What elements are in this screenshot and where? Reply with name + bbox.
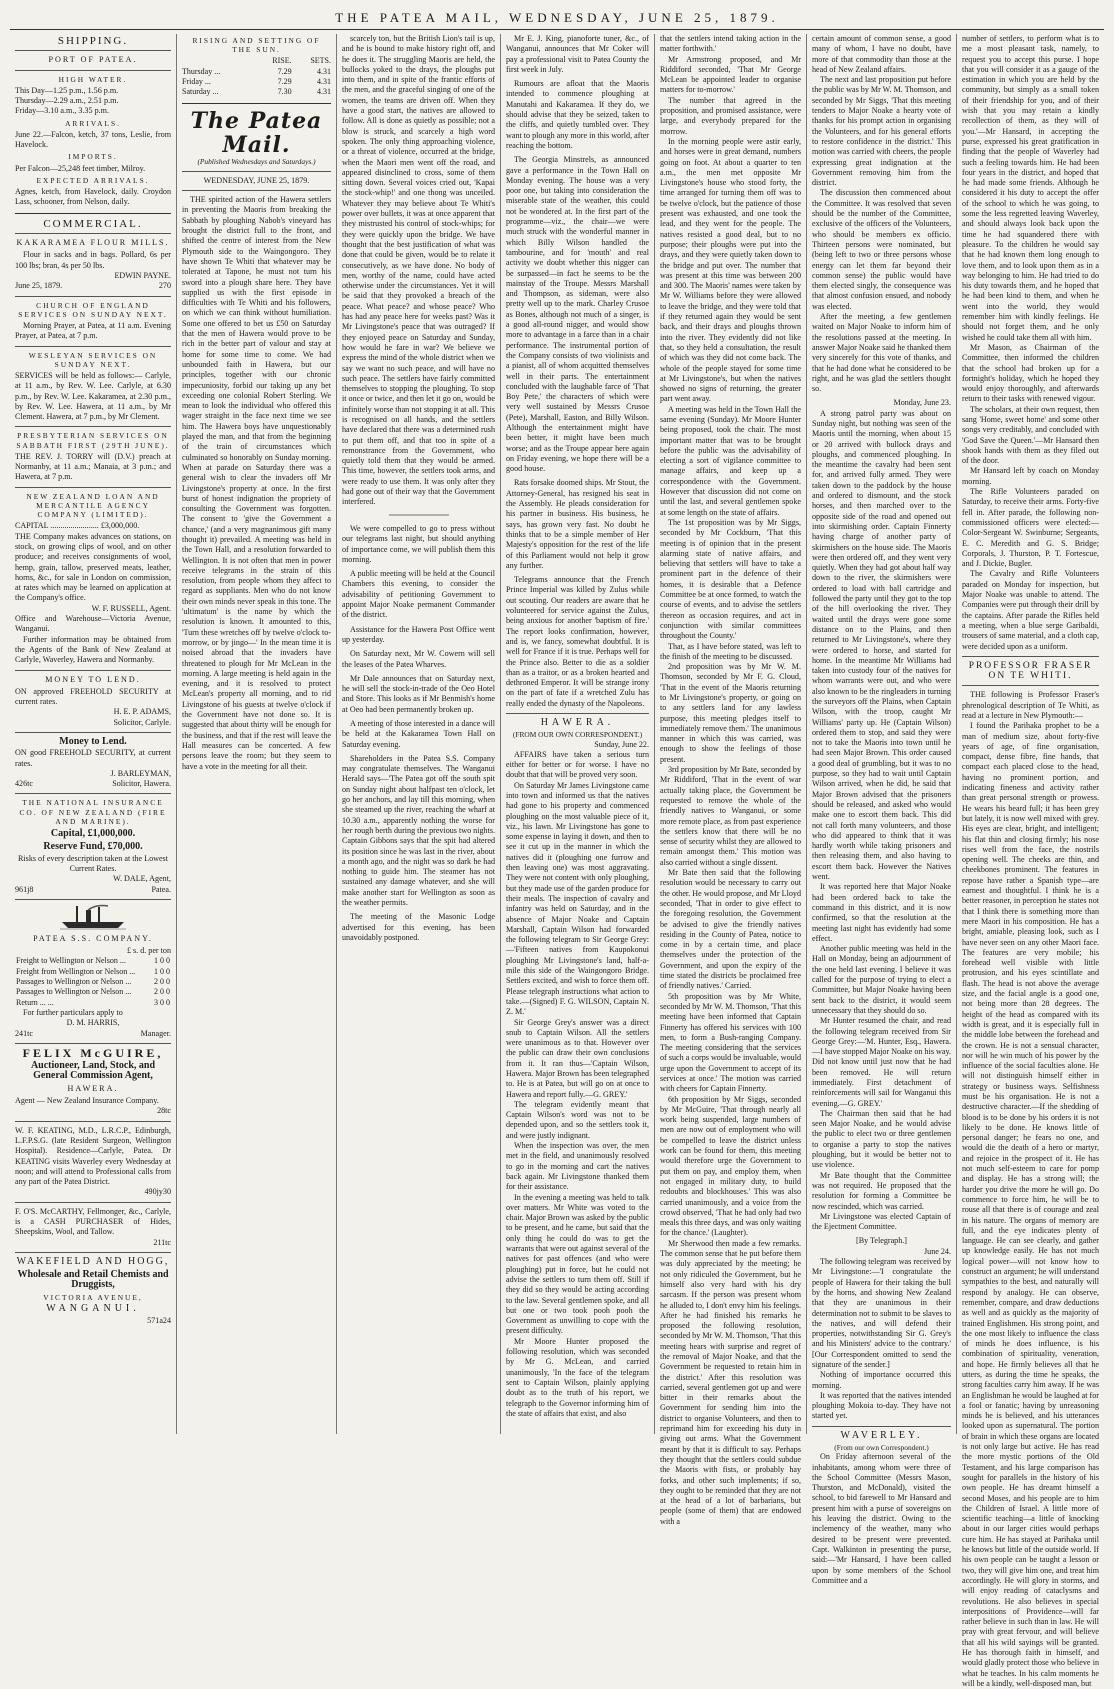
church-text: Morning Prayer, at Patea, at 11 a.m. Evening Prayer, at Patea, at 7 p.m. xyxy=(15,320,171,341)
patea-ss-heading: PATEA S.S. COMPANY. xyxy=(33,933,153,943)
news-paragraph: A meeting of those interested in a dance will be held at the Kakaramea Town Hall on Saturday evening. xyxy=(342,719,495,749)
presbyterian-text: THE REV. J. TORRY will (D.V.) preach at Normanby, at 11 a.m.; Manaia, at 3 p.m.; and Hawera, at 7 p.m. xyxy=(15,451,171,482)
professor-heading: PROFESSOR FRASER ON TE WHITI. xyxy=(968,660,1093,682)
mccarthy-text: F. O'S. McCARTHY, Fellmonger, &c., Carlyle, is a CASH PURCHASER of Hides, Sheepskins, Wool, and Tallow. xyxy=(15,1206,171,1237)
table-header-row xyxy=(182,56,331,66)
wakefield-heading: WAKEFIELD AND HOGG, xyxy=(16,1255,170,1267)
nz-loan-text: THE Company makes advances on stations, on stock, on growing clips of wool, and on other produce; and receives consignments of wool, hemp, grain, tallow, preserved meats, leather, horns, &c., for sale in London on commission, at rates which may be learned on application at the Company's office. xyxy=(15,531,171,603)
hawera-paragraph: 2nd proposition was by Mr W. M. Thomson, seconded by Mr F. G. Cloud, 'That in the event of the Maoris returning to Mr Livingstone's property, or going on to any settlers land for any lawless purpose, this meeting pledges itself to immediately remove them.' The unanimous manner in which this was carried, was enough to show the feelings of those present. xyxy=(660,662,801,764)
table-row xyxy=(15,998,171,1008)
hawera-paragraph: The telegram evidently meant that Captain Wilson's word was not to be depended upon, and so the settlers took it, and were justly indignant. xyxy=(506,1099,649,1140)
nz-loan-signature: W. F. RUSSELL, Agent. xyxy=(91,603,171,613)
table-row xyxy=(182,77,331,87)
telegraph-date: June 24. xyxy=(924,1246,951,1256)
arrivals-text: June 22.—Falcon, ketch, 37 tons, Leslie, from Havelock. xyxy=(15,129,171,150)
column-4 xyxy=(500,34,654,1434)
column-1 xyxy=(10,34,176,1434)
felix-agent: Agent — New Zealand Insurance Company. xyxy=(15,1096,159,1106)
waverley-paragraph: The Cavalry and Rifle Volunteers paraded on Monday for inspection, but Major Noake was unable to attend. The Companies were put through their drill by the captains. After parade the Rifles held a meeting, when a blue serge Garibaldi, trousers of same material, and a cloth cap, were decided upon as a uniform. xyxy=(962,569,1099,651)
hawera-date: Sunday, June 22. xyxy=(594,739,649,749)
imports-text: Per Falcon—25,248 feet timber, Milroy. xyxy=(15,163,146,173)
column-5 xyxy=(654,34,806,1526)
money2-heading: Money to Lend. xyxy=(59,736,127,747)
steamship-icon xyxy=(15,904,171,930)
news-paragraph: Rats forsake doomed ships. Mr Stout, the Attorney-General, has resigned his seat in the Assembly. He pleads consideration for his partner in business. His business, he says, has grown very fast. No doubt he thinks that to be a simple member of Her Majesty's opposition for the rest of the life of this Parliament would not help it grow any further. xyxy=(506,478,649,570)
sun-sets: 4.31 xyxy=(317,87,331,97)
hawera-paragraph: 6th proposition by Mr Siggs, seconded by Mr McGuire, 'That through nearly all work being suspended, large numbers of men are now out of employment who will be compelled to leave the district unless work can be found for them, this meeting would therefore urge the Government to put them on pay, and employ them, when not engaged in military duty, to build redoubts and blockhouses.' This was also carried unanimously, and a voice from the crowd observed, 'That he had only had two meals this three days, and was only waiting for the chance.' (Laughter). xyxy=(660,1094,801,1238)
issue-date: WEDNESDAY, JUNE 25, 1879. xyxy=(203,175,310,185)
sun-day: Saturday ... xyxy=(182,87,219,97)
patea-ss-title: Manager. xyxy=(140,1028,171,1038)
high-water-line: Thursday—2.29 a.m., 2.51 p.m. xyxy=(15,96,119,106)
hawera-paragraph: The next and last proposition put before the public was by Mr W. M. Thomson, and seconded by Mr Siggs, 'That this meeting tenders to Major Noake a hearty vote of thanks for his prompt action in organising the Volunteers, and for his general efforts to restore confidence in the district.' This motion was carried with cheers, the people expressing great indignation at the Government removing him from the district. xyxy=(812,75,952,188)
keating-text: W. F. KEATING, M.D., L.R.C.P., Edinburgh, L.F.P.S.G. (late Resident Surgeon, Wellington Hospital). Residence—Carlyle, Patea. Dr KEATING visits Waverley every Wednesday at noon; and will attend to Professional calls from any part of the Patea District. xyxy=(15,1125,171,1187)
waverley-subheading: (From our own Correspondent.) xyxy=(834,1443,929,1453)
money-heading: MONEY TO LEND. xyxy=(45,674,141,684)
hawera-paragraph: certain amount of common sense, a good many of whom, I have no doubt, have more of that commodity than those at the head of New Zealand affairs. xyxy=(812,34,951,74)
telegraph-paragraph: The following telegram was received by Mr Livingstone:—'I congratulate the people of Hawera for their taking the bull by the horns, and showing New Zealand that they are unanimous in their determination not to submit to be slaves to the natives, and will defend their properties, notwithstanding Sir G. Grey's and his Ministers' advice to the contrary.' [Our Correspondent omitted to send the signature of the sender.] xyxy=(812,1257,951,1369)
money-signature-title: Solicitor, Carlyle. xyxy=(113,717,171,727)
freight-value: 1 0 0 xyxy=(154,956,170,966)
shipping-heading: SHIPPING. xyxy=(57,35,129,47)
hawera-paragraph: Mr Moore Hunter proposed the following resolution, which was seconded by Mr G. McLean, and carried unanimously, 'In the face of the telegram sent to Captain Wilson, plainly applying doubt as to the truth of his report, we telegraph to the Governor informing him of the state of affairs that exist, and also xyxy=(506,1336,649,1418)
insurance-heading: THE NATIONAL INSURANCE CO. OF NEW ZEALAND (FIRE AND MARINE). xyxy=(19,798,167,826)
news-paragraph: Rumours are afloat that the Maoris intended to commence ploughing at Manutahi and Kakaramea. If they do, we should advise that they be seized, taken to the cliffs, and quietly tumbled over. They want to plough any more in this world, after reaching the bottom. xyxy=(506,79,649,150)
hawera-paragraph: That, as I have before stated, was left to the finish of the meeting to be discussed. xyxy=(660,641,801,661)
hawera-paragraph: A strong patrol party was about on Sunday night, but nothing was seen of the Maoris until the morning, when about 15 or 20 arrived with bullock drays and ploughs, and commenced ploughing. In the meantime the cavalry had been sent for, and arrived fully armed. They were taken down to the paddock by the house and ordered to dismount, and the stock horses, and then marched over to the opposite side of the road and opened out into skirmishing order. Captain Finnerty having charge of another party of skirmishers on the house side. The Maoris were then ordered off, and they went very quietly. When they had got about half way down to the river, the skirmishers were ordered to load with ball cartridge and followed the party until they got to the top of the hill overlooking the river. They waited until the drays were gone some distance on to the Plains, and then returned to Mr Livingstone's, where they were ordered to horse, and started for home. In the meantime Mr Williams had taken into custody four of the natives for whom warrants were out, and who were also known to be the ringleaders in turning the surveyors off the Plains, when Captain Wilson, with the troop, caught Mr Williams' party up. He (Captain Wilson) ordered them to stop, and said they were not to take the Maoris into town until he had seen Major Brown. This order caused a good deal of grumbling, but it was to no purpose, so they had to wait until Captain Wilson arrived, when he did, he said that Major Brown advised that the prisoners should be released, and asked who would make one to escort them back. This did not call forth many volunteers, and those who did appeared to think that it was hardly worth while taking prisoners and then releasing them, and also having to escort them back. However the Natives went. xyxy=(812,408,951,882)
monday-date: Monday, June 23. xyxy=(893,398,951,408)
insurance-signature: W. DALE, Agent, xyxy=(113,874,171,884)
hawera-paragraph: Mr Livingstone was elected Captain of the Ejectment Committee. xyxy=(812,1211,951,1232)
insurance-text: Risks of every description taken at the Lowest Current Rates. xyxy=(18,853,168,873)
column-7 xyxy=(956,34,1104,1688)
hawera-paragraph: The number that agreed in the proposition, and promised assistance, were large, and everybody prepared for the morrow. xyxy=(660,95,801,136)
keating-number: 490jy30 xyxy=(144,1187,171,1197)
table-row xyxy=(15,956,171,966)
table-row xyxy=(15,977,171,987)
patea-ss-signature: D. M. HARRIS, xyxy=(66,1018,120,1028)
sun-heading: RISING AND SETTING OF THE SUN. xyxy=(192,36,321,55)
sun-sets: 4.31 xyxy=(317,77,331,86)
freight-label: Freight from Wellington or Nelson ... xyxy=(16,966,136,976)
column-6 xyxy=(806,34,956,1585)
wakefield-place: VICTORIA AVENUE, xyxy=(43,1292,143,1302)
divider-rule xyxy=(342,511,495,521)
felix-heading: FELIX McGUIRE, xyxy=(22,1045,164,1060)
news-paragraph: The Georgia Minstrels, as announced gave a performance in the Town Hall on Monday evening. The house was a very poor one, but taking into consideration the miserable state of the weather, this could not be wondered at. In the first part of the programme—viz., the chair—we were much struck with the wonderful manner in which Billy Wilson handled the tambourine, and for 'mouth' and real activity we doubt whether this nigger can be surpassed—in fact he seems to be the mainstay of the Troupe. Messrs Marshall and Thompson, as sideman, were also pretty well up to the mark. Charley Crusoe as Bones, although not much of a singer, is a good all-round nigger, and would show more to advantage in a farce than in a chair performance. The instrumental portion of the Company consists of two violinists and a pianist, all of whom acquitted themselves well in their parts. The entertainment concluded with the laughable farce of 'That Boy Pete,' the characters of which were very well sustained by Messrs Crusoe (Pete), Marshall, Easton, and Billy Wilson. Although the entertainment might have been better, it might have been much worse; and as the Troupe appear here again on Friday evening, we hope there will be a good house. xyxy=(506,155,649,474)
hawera-paragraph: Another public meeting was held in the Hall on Monday, being an adjournment of the one held last evening. I believe it was called for the purpose of trying to elect a Committee, but Major Noake having been sent back to the district, it would seem unnecessary that they should do so. xyxy=(812,944,951,1015)
freight-label: Passages to Wellington or Nelson ... xyxy=(16,977,132,987)
news-paragraph: Shareholders in the Patea S.S. Company may congratulate themselves. The Wanganui Herald says—'The Patea got off the south spit on Sunday night about halfpast ten o'clock, let go her anchors, and lay till this morning, when she steamed up the river, reaching the wharf at 10.30 a.m., apparently nothing the worse for her rough berth during the previous two nights. Captain Gibbons says that the spit had altered its position since he was last in the river, about a month ago, and the night was so dark he had nothing to guide him. The steamer has not sustained any damage whatever, and she will make another start for Wellington as soon as the weather permits. xyxy=(342,753,495,908)
freight-label: Passages to Wellington or Nelson ... xyxy=(16,987,132,997)
waverley-paragraph: number of settlers, to perform what is to me a most pleasant task, namely, to request you to accept this purse. I hope that you will consider it as a gauge of the estimation in which you are held by the community, but simply as a small token of their friendship for you, and of their wish that you may retain a kindly recollection of them, as they will of you.'—Mr Hansard, in accepting the purse, expressed his great gratification in finding that the people of Waverley had such a feeling towards him. He had been four years in the district, and hoped that he had made some friends. Although he considered it his duty to accept the offer of the school to which he was going, to some the less regretted leaving Waverley, and should always look back upon the time he had squandered there with pleasure. To the children he would say that he had known them long enough to love them, and to look upon them as in a way belonging to him. He had tried to do his duty towards them, and he hoped that he had been kind to them, and when he went into the world, they would remember him with kindly feelings. He should not forget them, and he only wished he could take them all with him. xyxy=(962,34,1099,342)
freight-value: 2 0 0 xyxy=(154,977,170,987)
freight-value: 3 0 0 xyxy=(154,997,170,1007)
hawera-paragraph: It was reported here that Major Noake had been ordered back to take the command in this district, and it is now confirmed, so that the resolution at the meeting last night has evidently had some effect. xyxy=(812,882,951,943)
hawera-paragraph: Mr Armstrong proposed, and Mr Riddiford seconded, 'That Mr George McLean be appointed leader to organise matters for to-morrow.' xyxy=(660,54,801,95)
hawera-paragraph: The Chairman then said that he had seen Major Noake, and he would advise the public to elect two or three gentlemen to organise a party to stop the natives ploughing, but it would be better not to use violence. xyxy=(812,1108,951,1170)
kakaramea-date: June 25, 1879. xyxy=(15,281,63,291)
waverley-paragraph: Mr Mason, as Chairman of the Committee, then informed the children that the school had broken up for a fortnight's holiday, which he hoped they would enjoy thoroughly, and afterwards return to their tasks with renewed vigour. xyxy=(962,342,1099,404)
wesleyan-text: SERVICES will be held as follows:— Carlyle, at 11 a.m., by Rev. W. Lee. Carlyle, at 6.30 p.m., by Rev. W. Lee. Kakaramea, at 2.30 p.m., by Rev. W. Lee. Hawera, at 11 a.m., by Mr Clement. Hawera, at 7 p.m., by Mr Clement. xyxy=(15,370,171,422)
hawera-paragraph: On Saturday Mr James Livingstone came into town and informed us that the natives had gone to his property and commenced ploughing on the most valuable piece of it, viz., his lawn. Mr Livingstone has gone to some expense in laying it down, and then to see it cut up in the manner in which the natives did it (ploughing one furrow and then leaving one) was most aggravating. They were not content with only ploughing, but they made use of the garden produce for their meals. The inspection of cavalry and infantry was held on Saturday, and in the absence of Major Noake and Captain Marshall, Captain Wilson had forwarded the following telegram to Sir George Grey:—'Fifteen natives from Kaupokonui ploughing Mr Livingstone's land, half-a-mile this side of the Waingongoro Bridge. Settlers excited, and wish to force them off. Please telegraph instructions what action to take.—(Signed) F. G. WILSON, Captain N. Z. M.' xyxy=(506,780,649,1017)
felix-place: HAWERA. xyxy=(67,1083,119,1093)
insurance-number: 961j8 xyxy=(15,884,34,894)
newspaper-subtitle: (Published Wednesdays and Saturdays.) xyxy=(197,156,316,166)
hawera-paragraph: In the morning people were astir early, and horses were in great demand, numbers going on foot. At about a quarter to ten a.m., the men met opposite Mr Livingstone's house who stood forty, the time arranged for turning them off was to be twelve o'clock, but the patience of those present was exhausted, and one took the lead, and they went for the people. The natives resisted a good deal, but to no purpose; their ploughs were put into the drays, and they were quietly taken down to the bridge and put over. The number that was present at this time was between 200 and 300. The Maoris' names were taken by Mr W. Williams before they were allowed to leave the bridge, and they were told that if they returned again they would be sent back, and their drays and ploughs thrown into the river. They evidently did not like that, so they held a consultation, the result of which was they did not come back. The whole of the people stayed for some time at Mr Livingstone's, but when the natives showed no signs of returning, the greater part went away. xyxy=(660,136,801,404)
patea-ss-number: 241tc xyxy=(15,1028,33,1038)
sun-column-sets: SETS. xyxy=(310,56,331,66)
table-row xyxy=(15,987,171,997)
column-2 xyxy=(176,34,336,1434)
freight-table xyxy=(15,956,171,1007)
port-heading: PORT OF PATEA. xyxy=(48,55,138,65)
sun-column-rise: RISE. xyxy=(272,56,292,66)
kakaramea-text: Flour in sacks and in bags. Pollard, 6s per 100 lbs; bran, 4s per 50 lbs. xyxy=(15,250,171,270)
sun-sets: 4.31 xyxy=(317,66,331,76)
sun-day: Thursday ... xyxy=(182,66,221,76)
masthead: THE PATEA MAIL, WEDNESDAY, JUNE 25, 1879. xyxy=(10,10,1104,30)
table-row xyxy=(182,87,331,97)
hawera-paragraph: Mr Bate thought that the Committee was not required. He proposed that the resolution for forming a Committee be now rescinded, which was carried. xyxy=(812,1170,951,1211)
news-paragraph: We were compelled to go to press without our telegrams last night, but should anything of importance come, we will publish them this morning. xyxy=(342,523,495,564)
hawera-paragraph: In the evening a meeting was held to talk over matters. Mr White was voted to the chair. Major Brown was asked by the public to be present, and he came, but said that the only thing he could do was to get the warrants that were out against several of the natives for past offences (and who were ploughing) put in force, but he could not advise the settlers to turn them off. Still if they did so they would be acting according to the law. Several gentlemen spoke, and all but one or two took pooh pooh the Government as unwilling to cope with the present difficulty. xyxy=(506,1192,649,1336)
hawera-paragraph: that the settlers intend taking action in the matter forthwith.' xyxy=(660,34,801,54)
waverley-paragraph: On Friday afternoon several of the inhabitants, among whom were three of the School Committee (Messrs Mason, Thurston, and McDonald), visited the school, to bid farewell to Mr Hansard and present him with a purse of sovereigns on his leaving the district. Owing to the inclemency of the weather, many who desired to be present were prevented. Capt. Walkinton in presenting the purse, said:—'Mr Hansard, I have been called upon by some members of the School Committee and a xyxy=(812,1452,951,1585)
kakaramea-heading: KAKARAMEA FLOUR MILLS. xyxy=(16,238,170,248)
patea-ss-text: For further particulars apply to xyxy=(23,1007,123,1017)
news-paragraph: The meeting of the Masonic Lodge advertised for this evening, has been unavoidably postponed. xyxy=(342,912,495,942)
money2-text: ON good FREEHOLD SECURITY, at current rates. xyxy=(15,748,171,768)
expected-text: Agnes, ketch, from Havelock, daily. Croydon Lass, schooner, from Nelson, daily. xyxy=(15,187,171,207)
hawera-heading: HAWERA. xyxy=(540,717,615,728)
hawera-paragraph: 3rd proposition by Mr Bate, seconded by Mr Riddiford, 'That in the event of war actually taking place, the Government be requested to remove the whole of the friendly natives to Wanganui, or some more remote place, as from past experience the settlers know that there will be no sense of security whilst they are allowed to remain amongst them.' This motion was also carried without a single dissent. xyxy=(660,765,801,867)
high-water-heading: HIGH WATER. xyxy=(58,74,128,84)
mccarthy-number: 211tc xyxy=(153,1237,171,1247)
news-paragraph: On Saturday next, Mr W. Cowern will sell the leases of the Patea Wharves. xyxy=(342,649,495,669)
hawera-paragraph: Mr Hunter resumed the chair, and read the following telegram received from Sir George Grey:—'M. Hunter, Esq., Hawera.—I have stopped Major Noake on his way. Did not know until just now that he had been removed. He will return immediately. First detachment of reinforcements will sail for Wanganui this evening.—G. GREY.' xyxy=(812,1016,951,1108)
waverley-paragraph: Mr Hansard left by coach on Monday morning. xyxy=(962,466,1099,486)
columns xyxy=(10,34,1104,1688)
imports-heading: IMPORTS. xyxy=(68,152,118,162)
hawera-paragraph: A meeting was held in the Town Hall the same evening (Sunday). Mr Moore Hunter being proposed, took the chair. The most important matter that was to be brought before the public was the advisability of electing a sort of vigilance committee to manage affairs, and keep up a correspondence with the Government. However that discussion did not come on until the last, and several gentlemen spoke at some length on the state of affairs. xyxy=(660,404,801,517)
money-signature: H. E. P. ADAMS, xyxy=(113,707,171,717)
kakaramea-signature: EDWIN PAYNE. xyxy=(114,270,171,280)
hawera-paragraph: Mr Sherwood then made a few remarks. The common sense that he put before them was duly appreciated by the meeting; he not only ridiculed the Government, but he himself also very hard with his dry sarcasm. If the person was present whom he alluded to, I don't envy him his feelings. After he had finished his remarks he proposed the following resolution, seconded by Mr W. M. Thomson, 'That this meeting hears with surprise and regret of the removal of Major Noake, and that the Government be requested to retain him in the district.' After this resolution was carried, several gentlemen got up and were bitter in their remarks about the Government for sending him into the district to organise Volunteers, and then to reprimand him for exceeding his duty in giving out arms. What the Government meant by that it is difficult to say. Perhaps they thought that the settlers could subdue the Maoris with fists, or probably hay forks, and other such implements; if so, they ought to be reminded that they are not at the head of a lot of barbarians, but people (some of them) that are endowed with a xyxy=(660,1238,801,1526)
telegraph-paragraph: It was reported that the natives intended ploughing Mokoia to-day. They have not started yet. xyxy=(812,1390,951,1421)
freight-label: Freight to Wellington or Nelson ... xyxy=(16,956,126,966)
insurance-capital: Capital, £1,000,000. xyxy=(50,828,136,840)
news-paragraph: Telegrams announce that the French Prince Imperial was killed by Zulus while out scouting. Our readers are aware that he volunteered for service against the Zulus, being anxious for another 'baptism of fire.' The report looks confirmation, however, and is, we fancy, somewhat doubtful. It is well for France if it is true. Perhaps well for the Prince also. Better to die as a soldier than as a traitor, or as a broken hearted and dethroned Emperor. It will be strange irony on the part of fate if a wretched Zulu has really ended the dynasty of the Napoleons. xyxy=(506,575,649,708)
column-3 xyxy=(336,34,500,1434)
money2-signature: J. BARLEYMAN, xyxy=(110,768,171,778)
commercial-heading: COMMERCIAL. xyxy=(43,217,143,230)
wakefield-town: WANGANUI. xyxy=(46,1302,140,1314)
wakefield-text: Wholesale and Retail Chemists and Druggists, xyxy=(17,1269,169,1291)
wesleyan-heading: WESLEYAN SERVICES ON SUNDAY NEXT. xyxy=(28,350,158,369)
professor-paragraph: THE following is Professor Fraser's phrenological description of Te Whiti, as read at a lecture in New Plymouth:— xyxy=(962,690,1099,720)
nz-loan-office: Office and Warehouse—Victoria Avenue, Wanganui. xyxy=(15,614,171,634)
high-water-line: Friday—3.10 a.m., 3.35 p.m. xyxy=(15,106,109,116)
insurance-signature-place: Patea. xyxy=(151,884,171,894)
hawera-paragraph: AFFAIRS have taken a serious turn either for better or for worse. I have no doubt that that will be proved very soon. xyxy=(506,749,649,780)
arrivals-heading: ARRIVALS. xyxy=(65,118,121,128)
sun-rise: 7.30 xyxy=(277,87,292,97)
money2-signature-title: Solicitor, Hawera. xyxy=(112,779,171,789)
felix-text: Auctioneer, Land, Stock, and General Commission Agent, xyxy=(30,1060,156,1082)
hawera-paragraph: Sir George Grey's answer was a direct snub to Captain Wilson. All the settlers were unanimous as to that. However over the public can draw their own conclusions from it. It ran thus—'Captain Wilson, Hawera. Major Brown has been telegraphed to. He is at Patea, but will go on at once to Hawera and report fully.—G. GREY.' xyxy=(506,1017,649,1099)
church-heading: CHURCH OF ENGLAND SERVICES ON SUNDAY NEXT. xyxy=(18,300,168,319)
freight-columns: £ s. d. per ton xyxy=(126,946,171,956)
nz-loan-further: Further information may be obtained from the Agents of the Bank of New Zealand at Carlyle, Waverley, Hawera and Normanby. xyxy=(15,634,171,665)
sun-rise: 7.29 xyxy=(277,66,292,76)
news-paragraph: Mr Dale announces that on Saturday next, he will sell the stock-in-trade of the Oeo Hotel and Store. This looks as if Mr Benmish's home at Oeo had been permanently broken up. xyxy=(342,673,495,714)
waverley-paragraph: The Rifle Volunteers paraded on Saturday, to receive their arms. Forty-five fell in. After parade, the following non-commissioned officers were elected:—Color-Sergeant W. Swinburne; Sergeants, E. C. Meredith and G. S. Bridge; Corporals, J. Thurston, P. T. Fortescue, and J. Dickie, Bugler. xyxy=(962,487,1099,569)
telegraph-heading: [By Telegraph.] xyxy=(856,1236,907,1246)
waverley-paragraph: The scholars, at their own request, then sang 'Home, sweet home' and some other songs very creditably, and concluded with 'God Save the Queen.'—Mr Hansard then shook hands with them as they filed out of the door. xyxy=(962,404,1099,466)
presbyterian-heading: PRESBYTERIAN SERVICES ON SABBATH FIRST (29TH JUNE). xyxy=(16,431,170,450)
freight-value: 1 0 0 xyxy=(154,966,170,976)
sun-rise: 7.29 xyxy=(277,77,292,86)
expected-heading: EXPECTED ARRIVALS. xyxy=(36,175,150,185)
freight-value: 2 0 0 xyxy=(154,987,170,997)
felix-number: 28tc xyxy=(157,1106,171,1116)
hawera-paragraph: The discussion then commenced about the Committee. It was resolved that seven should be the number of the Committee, exclusive of the officers of the Volunteers, who should be members ex officio. Thirteen persons were nominated, but (being left to two or three persons whose energy can let them far beyond their common sense) the public would have them elected singly, the consequence was that almost confusion ensued, and nobody was elected. xyxy=(812,188,951,311)
high-water-line: This Day—1.25 p.m., 1.56 p.m. xyxy=(15,85,119,95)
news-paragraph: Assistance for the Hawera Post Office went up yesterday. xyxy=(342,624,495,644)
sun-day: Friday ... xyxy=(182,77,211,86)
waverley-heading: WAVERLEY. xyxy=(840,1429,923,1441)
insurance-reserve: Reserve Fund, £70,000. xyxy=(43,841,143,853)
newspaper-title: The Patea Mail. xyxy=(190,107,323,158)
table-row xyxy=(182,67,331,77)
hawera-paragraph: When the inspection was over, the men met in the field, and unanimously resolved to go in the morning and cart the natives back again. Mr Livingstone thanked them for their assistance. xyxy=(506,1141,649,1192)
telegraph-paragraph: Nothing of importance occurred this morning. xyxy=(812,1370,951,1390)
nz-loan-heading: NEW ZEALAND LOAN AND MERCANTILE AGENCY COMPANY (LIMITED). xyxy=(26,491,160,520)
money-text: ON approved FREEHOLD SECURITY at current rates. xyxy=(15,686,171,707)
professor-paragraph: I found the Parihaka prophet to be a man of medium size, about forty-five years of age, of fine organisation, compact, dense fibre, fine hands, that compact each placed close to the head, having no prominent portion, and indicating fineness and activity rather than great personal strength or prowess. He wears his beard full; it has been grey but lately, it is now well mixed with grey. His eyes are clear, bright, and intelligent; his flat thin and closing firmly; his nose rises well from the face, the nostrils opening well. The cheeks are thin, and cheekbones prominent. The features in repose have rather a Spanish type—are earnest and thoughtful. I think he is a better reasoner, in perception he states not that I think there is something more than mere Maori in his composition. He has a bright, amiable, pleasing look, such as I have never seen on any other Maori face. The features are very mobile; his forehead well visible with little protrusion, and his eyes scintillate and flash. The head is not above the average size, and the facial angle is a good one, not being more than 28 degrees. The height of the head as compared with its width is great, and it is especially full in the middle lobe between the forehead and the crown. He is not a sensual character, nor will he win much of his power by the influence of the social faculties alone. He will not distinguish himself either in strategy or business ways. Selfishness must be his organisation. He is not a destructive character.—If the shedding of blood is to be done by his orders it is not likely to be done. He knows little of personal danger; he fears no one, and would die the death of a hero or martyr, and rejoice in the prospect of it. He has not much self-esteem to care for pomp and display. He has a strong will; the harder you drive the more he will go. Do commence to force him, he will be to rouse all that there is of courage and zeal in his nature. The organs of memory are full, and the eye indicates plenty of language. He can see clearly, and gather up knowledge easily. He has not much logical power—will not know how to construct an argument; he will understand sympathies to the best, and naturally will respond by analogy. He can observe, remember, compare, and draw deductions as well and as quickly as the majority of trained Englishmen. His strong point, and the one most likely to influence the class of minds he does influence, is his combination of spirituality, veneration, and hope. He firmly believes all that he utters, as during the time he speaks, the strong faculties carry him away. If he was an Englishman he would be laughed at for a fool or fanatic; having by unreasoning minds he is believed, and his utterances looked upon as supernatural. The portion of brain in which these organs are located is not only large but active. He has read the more mystic portions of the Old Testament, and his large comparison has sought for parallels in the history of his own people. He has dreamt himself a second Moses, and his people are to him the Children of Israel. A little more of scientific teaching—a little of knocking about in our larger cities would perhaps cure him. He has stayed at Parihaka until he knows but little of the outside world. If his own people can be taught a lesson or two, they will give him one, and treat him accordingly. He will glory in storms, and will enjoy reading of cataclysms and revolutions. He also believes in special interpositions of Providence—will far rather believe in such than in law. He will pray with great fervour, and will believe that all his wild sayings will be granted. He has thorough faith in himself, and would gladly protect those who believe in what he teaches. In his calm moments he will be a kindly, well-disposed man, but xyxy=(962,721,1099,1688)
hawera-paragraph: The 1st proposition was by Mr Siggs, seconded by Mr Cockburn, 'That this meeting is of opinion that in the present alarming state of native affairs, and believing that settlers will have to take a prominent part in the defence of their homes, it is desirable that a Defence Committee be at once formed, to watch the course of events, and to advise the settlers thereon as occasion requires, and act in conjunction with similar committees throughout the County.' xyxy=(660,517,801,641)
nz-loan-capital: CAPITAL ........................ £3,000,000. xyxy=(15,521,140,531)
table-row xyxy=(15,967,171,977)
money2-number: 426tc xyxy=(15,779,33,789)
wakefield-number: 571a24 xyxy=(147,1316,171,1326)
hawera-paragraph: 5th proposition was by Mr White, seconded by Mr W. M. Thomson, 'That this meeting have been informed that Captain Finnerty has offered his services with 100 men, to form a Bush-ranging Company. The meeting considering that the services of such a corps would be invaluable, would urge upon the Government to accept of its services at once.' The motion was carried with cheers for Captain Finnerty. xyxy=(660,991,801,1094)
news-paragraph: A public meeting will be held at the Council Chambers this evening, to consider the advisability of petitioning Government to appoint Major Noake permanent Commander of the district. xyxy=(342,569,495,620)
hawera-paragraph: After the meeting, a few gentlemen waited on Major Noake to inform him of the resolutions passed at the meeting. In answer Major Noake said he thanked them very sincerely for this vote of thanks, and that he had done what he considered to be right, and he was glad the settlers thought so. xyxy=(812,312,951,394)
sun-table xyxy=(182,56,331,97)
freight-label: Return ... ... xyxy=(16,997,54,1007)
leader-paragraph: scarcely ton, but the British Lion's tail is up, and he is bound to make history right off, and he does it. The struggling Maoris are held, the bullocks yoked to the drays, the ploughs put into them, and in spite of the frantic efforts of the men, and the graceful singing of one of the women, the teams are driven off. When they have a good start, the natives are allowed to follow. All is done as quietly as possible; not a blow is struck, and scarcely a high word spoken. The only thing approaching violence, or a threat of violence, occurred at the bridge, when the Maori men went off the road, and appeared disinclined to cross, some of them sitting down. Several voices cried out, 'Kapai the stock-whip!' and one thong was unceiled. Whatever they may believe about Te Whiti's power over bullets, it was at once apparent that they mistrusted his control of stock-whips; for they were quickly upon the bridge. We have thought that the best justification of what was done that could be given, would be to relate it consecutively, as we have done. No body of men, worthy of the name, could have acted otherwise under the circumstances. Yet it will be said that they provoked a breach of the peace. What peace? and whose peace? Who has had any peace here for weeks past? Was it Mr Livingstone's peace that was outraged? If they enjoyed peace on Saturday and Sunday, how would he fare in war? We believe we express the mind of the whole district when we say we want no such peace, and will have no such peace. The settlers have fairly committed themselves to stopping the ploughing. To stop it once or twice, and then let it go on, would be infinitely worse than not stopping it at all. This is recognised on all hands, and the settlers have declared that there was a determined rush to put them off, and that too in spite of a remonstrance from the Government, who quietly told them that they would be armed. This time, however, the settlers took arms, and were ready to use them. It was only after they had gone out of their way that the Government interfered. xyxy=(342,34,495,507)
leader-paragraph: THE spirited action of the Hawera settlers in preventing the Maoris from breaking the Sabbath by ploughing Nabob's vineyard has brought the district full to the front, and shifted the centre of interest from the New Plymouth side to the Waingongoro. They have shown Te Whiti that whatever may be tolerated at Tapone, he must not turn his sword into a plough share here. They have supplied us with the first episode in difficulties with Te Whiti and his followers, on which we can think without humiliation. Some one offered to bet us £50 on Saturday that the men of Hawera would prove to be rich in the better part of valour and stay at home for some time to come. We had unbounded faith in Hawera, but our principles, together with our chronic impecuniosity, forbid our taking up any bet exceeding one colonial Robert Sterling. We mean to look the individual who offered this wager straight in the face next time we see him. The Hawera boys have unquestionably played the man, and that from the beginning of the train of circumstances which culminated so honorably on Sunday morning. When at parade on Saturday there was a general wish to clear the invaders off Mr Livingstone's property at once. In the first burst of honest indignation the propriety of consulting the Government was forgotten. The consent to 'give the Government a chance,' (and a very magnanimous gift many thought it) prevailed. A meeting was held in the Town Hall, and a resolution forwarded to Wellington. It is not often that men in power receive telegrams in the strain of this resolution, from people whom they affect to regard as suppliants. Men who do not know their own minds never speak in this tone. The 'ultimatum' is the name by which the resolution is known. It amounted to this, 'Turn these wretches off by twelve o'clock to-morrow, or by jingo—' In the mean time it is noised abroad that the invaders have threatened to plough for Mr McLean in the morning. A large meeting is held again in the evening, and it is resolved to protect McLean's property all morning, and to rid Livingstone of his guests at twelve o'clock if the Government have not done so. It is suggested that about thirty will be enough for the business, and that if the rest will leave the Hall measures can be concerted. A few persons leave the room; but they seem to have a vote in the meeting for all their. xyxy=(182,195,331,771)
hawera-subheading: (FROM OUR OWN CORRESPONDENT.) xyxy=(512,730,643,740)
kakaramea-number: 270 xyxy=(158,281,171,291)
news-paragraph: Mr E. J. King, pianoforte tuner, &c., of Wanganui, announces that Mr Coker will pay a professional visit to Patea County the first week in July. xyxy=(506,34,649,74)
hawera-paragraph: Mr Bate then said that the following resolution would be necessary to carry out the other. He would propose, and Mr Lloyd seconded, 'That in order to give effect to the foregoing resolution, the Government be advised to give the friendly natives residing in the County of Patea, notice to come in by a certain time, and place themselves under the protection of the Government, and upon the expiry of the time stated the districts be proclaimed free of friendly natives.' Carried. xyxy=(660,868,801,991)
